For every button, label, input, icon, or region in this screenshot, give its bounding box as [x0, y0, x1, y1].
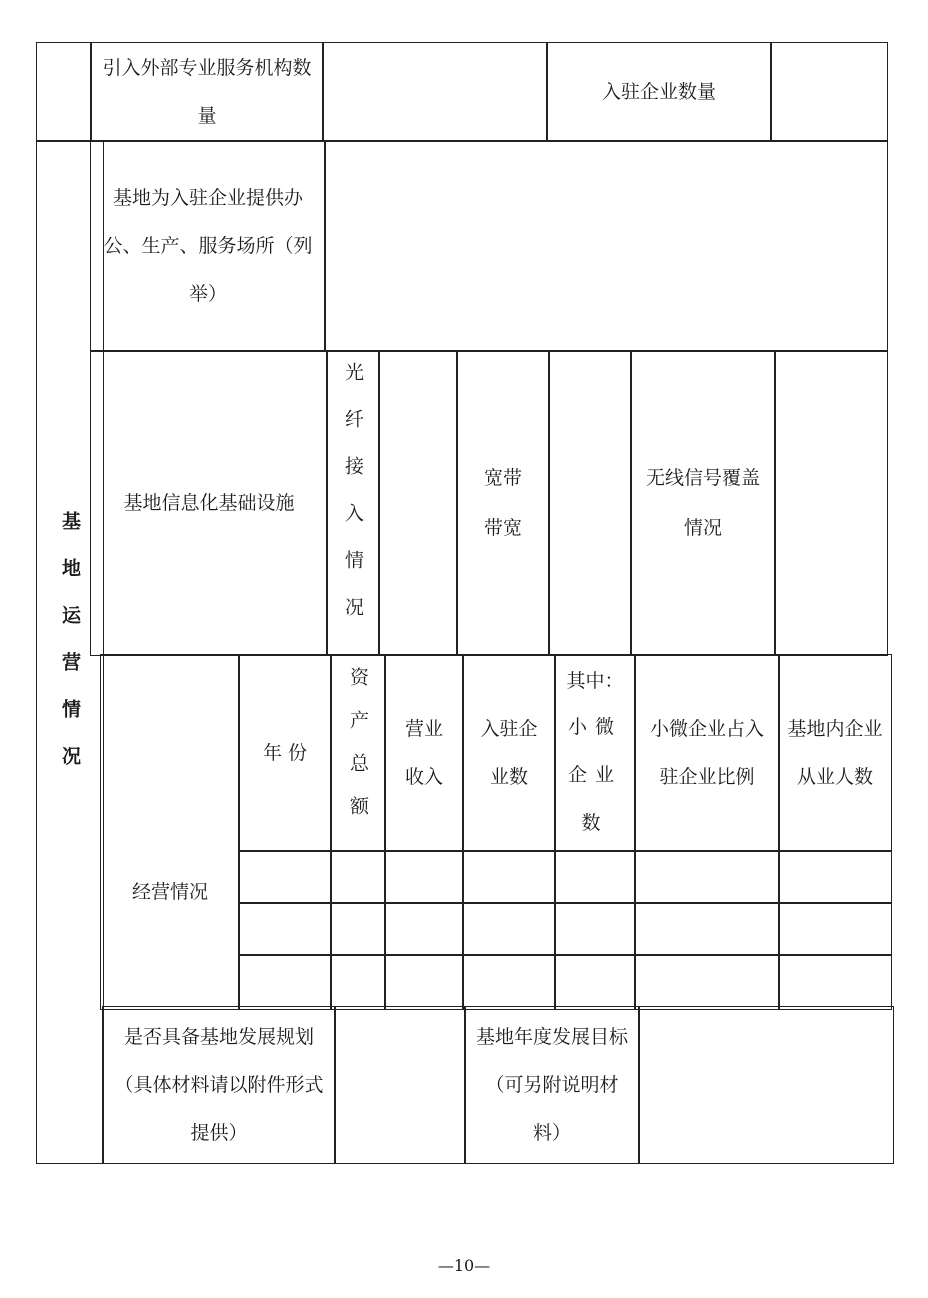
table-row-2-assets[interactable]	[330, 902, 386, 956]
table-row-3-employees[interactable]	[778, 954, 892, 1010]
table-row-3-micro[interactable]	[554, 954, 636, 1010]
fiber-label: 光纤接入情况	[326, 350, 380, 656]
section-title: 基地运营情况	[59, 511, 81, 793]
annual-goal-value[interactable]	[638, 1006, 894, 1164]
table-row-1-micro[interactable]	[554, 850, 636, 904]
bandwidth-label: 宽带带宽	[456, 350, 550, 656]
fiber-value[interactable]	[378, 350, 458, 656]
table-row-2-year[interactable]	[238, 902, 332, 956]
table-row-1-enterprises[interactable]	[462, 850, 556, 904]
resident-enterprises-value[interactable]	[770, 42, 888, 142]
wireless-label: 无线信号覆盖情况	[630, 350, 776, 656]
table-row-2-revenue[interactable]	[384, 902, 464, 956]
table-row-3-revenue[interactable]	[384, 954, 464, 1010]
top-left-blank	[36, 42, 92, 142]
annual-goal-label: 基地年度发展目标（可另附说明材料）	[464, 1006, 640, 1164]
year-header: 年 份	[238, 654, 332, 852]
table-row-2-enterprises[interactable]	[462, 902, 556, 956]
enterprises-header: 入驻企业数	[462, 654, 556, 852]
table-row-1-assets[interactable]	[330, 850, 386, 904]
external-service-orgs-value[interactable]	[322, 42, 548, 142]
resident-enterprises-label: 入驻企业数量	[546, 42, 772, 142]
office-space-value[interactable]	[324, 140, 888, 352]
table-row-3-enterprises[interactable]	[462, 954, 556, 1010]
development-plan-value[interactable]	[334, 1006, 466, 1164]
table-row-2-micro[interactable]	[554, 902, 636, 956]
revenue-header: 营业收入	[384, 654, 464, 852]
assets-header: 资产总额	[330, 654, 386, 852]
table-row-3-ratio[interactable]	[634, 954, 780, 1010]
page-number: —10—	[437, 1256, 491, 1275]
table-row-1-revenue[interactable]	[384, 850, 464, 904]
table-row-1-ratio[interactable]	[634, 850, 780, 904]
external-service-orgs-label: 引入外部专业服务机构数量	[90, 42, 324, 142]
bandwidth-value[interactable]	[548, 350, 632, 656]
wireless-value[interactable]	[774, 350, 888, 656]
operations-label: 经营情况	[100, 654, 240, 1010]
micro-ratio-header: 小微企业占入驻企业比例	[634, 654, 780, 852]
table-row-1-employees[interactable]	[778, 850, 892, 904]
development-plan-label: 是否具备基地发展规划（具体材料请以附件形式提供）	[102, 1006, 336, 1164]
micro-header: 其中： 小微企业数	[554, 654, 636, 852]
office-space-label: 基地为入驻企业提供办公、生产、服务场所（列举）	[90, 140, 326, 352]
table-row-3-assets[interactable]	[330, 954, 386, 1010]
employees-header: 基地内企业从业人数	[778, 654, 892, 852]
infra-label: 基地信息化基础设施	[90, 350, 328, 656]
table-row-1-year[interactable]	[238, 850, 332, 904]
table-row-3-year[interactable]	[238, 954, 332, 1010]
table-row-2-employees[interactable]	[778, 902, 892, 956]
table-row-2-ratio[interactable]	[634, 902, 780, 956]
